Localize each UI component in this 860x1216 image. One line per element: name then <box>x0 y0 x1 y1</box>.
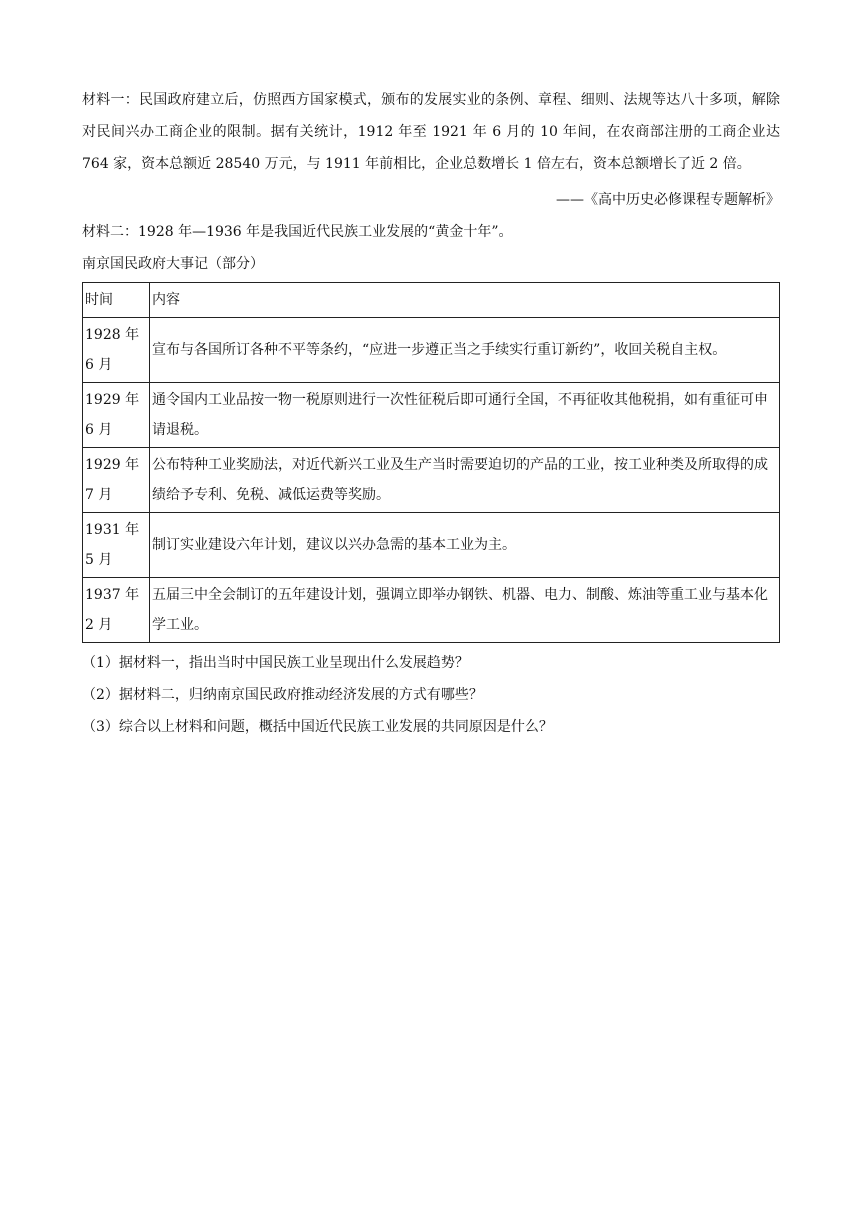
table-row <box>83 318 780 383</box>
table-header-row <box>83 283 780 318</box>
row-time: 1929 年 7 月 <box>83 448 150 513</box>
question-item: （1）据材料一，指出当时中国民族工业呈现出什么发展趋势？ <box>82 655 469 671</box>
material-two-intro: 材料二：1928 年—1936 年是我国近代民族工业发展的“黄金十年”。 <box>82 224 513 240</box>
events-table <box>82 282 780 643</box>
row-time: 1929 年 6 月 <box>83 383 150 448</box>
row-content: 制订实业建设六年计划，建议以兴办急需的基本工业为主。 <box>150 513 780 578</box>
row-content: 宣布与各国所订各种不平等条约，“应进一步遵正当之手续实行重订新约”，收回关税自主权。 <box>150 318 780 383</box>
row-time: 1937 年 2 月 <box>83 578 150 643</box>
table-row <box>83 578 780 643</box>
material-one-source: ——《高中历史必修课程专题解析》 <box>556 192 780 208</box>
header-time: 时间 <box>83 283 150 318</box>
header-content: 内容 <box>150 283 780 318</box>
material-one-text: 材料一：民国政府建立后，仿照西方国家模式，颁布的发展实业的条例、章程、细则、法规等达八十多项，解除对民间兴办工商企业的限制。据有关统计，1912 年至 1921 年 6 月的 10 年间，在农商部注册的工商企业达 764 家，资本总额近 28540 万元，与 1911 年前相比，企业总数增长 1 倍左右，资本总额增长了近 2 倍。 <box>82 92 780 172</box>
table-row <box>83 383 780 448</box>
row-content: 五届三中全会制订的五年建设计划，强调立即举办钢铁、机器、电力、制酸、炼油等重工业与基本化学工业。 <box>150 578 780 643</box>
row-time: 1931 年 5 月 <box>83 513 150 578</box>
row-content: 公布特种工业奖励法，对近代新兴工业及生产当时需要迫切的产品的工业，按工业种类及所取得的成绩给予专利、免税、减低运费等奖励。 <box>150 448 780 513</box>
row-time: 1928 年 6 月 <box>83 318 150 383</box>
table-row <box>83 513 780 578</box>
question-item: （2）据材料二，归纳南京国民政府推动经济发展的方式有哪些？ <box>82 687 483 703</box>
row-content: 通令国内工业品按一物一税原则进行一次性征税后即可通行全国，不再征收其他税捐，如有重征可申请退税。 <box>150 383 780 448</box>
document-page <box>82 84 780 743</box>
questions-list <box>82 647 780 743</box>
table-title: 南京国民政府大事记（部分） <box>82 256 264 272</box>
table-row <box>83 448 780 513</box>
question-item: （3）综合以上材料和问题，概括中国近代民族工业发展的共同原因是什么？ <box>82 719 553 735</box>
